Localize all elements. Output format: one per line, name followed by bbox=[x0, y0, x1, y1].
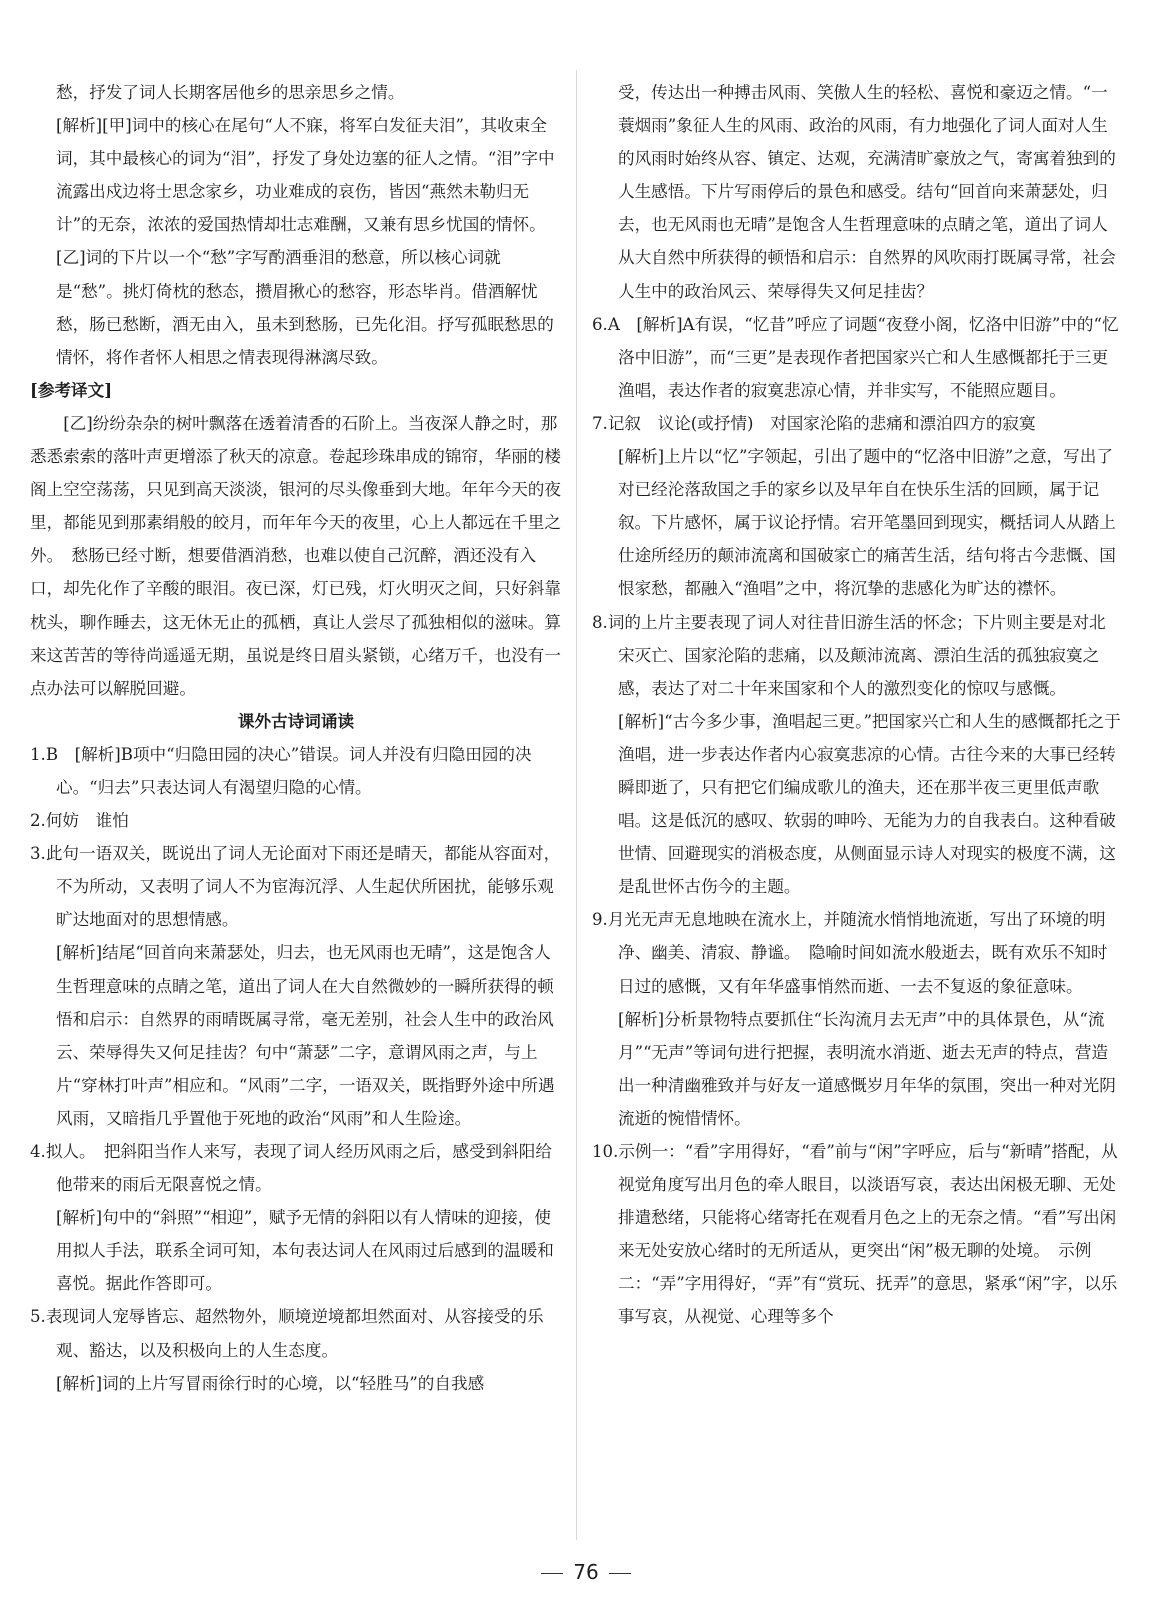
paragraph: [解析]词的上片写冒雨徐行时的心境，以“轻胜马”的自我感 bbox=[56, 1373, 485, 1393]
paragraph: 愁，抒发了词人长期客居他乡的思亲思乡之情。 bbox=[56, 83, 405, 102]
paragraph: 10.示例一：“看”字用得好，“看”前与“闲”字呼应，后与“新晴”搭配，从视觉角度写出月色的牵人眼目，以淡语写哀，表达出闲极无聊、无处排遣愁绪，只能将心绪寄托在观看月色之上的无奈之情。“看”写出闲来无处安放心绪时的无所适从，更突出“闲”极无聊的处境。 示例二：“弄”字用得好，“弄”有“赏玩、抚弄”的意思，紧承“闲”字，以乐事写哀，从视觉、心理等多个 bbox=[592, 1142, 1118, 1327]
paragraph: 8.词的上片主要表现了词人对往昔旧游生活的怀念；下片则主要是对北宋灭亡、国家沦陷的悲痛，以及颠沛流离、漂泊生活的孤独寂寞之感，表达了对二十年来国家和个人的激烈变化的惊叹与感慨。 bbox=[592, 612, 1106, 698]
paragraph: [解析]分析景物特点要抓住“长沟流月去无声”中的具体景色，从“流月”“无声”等词句进行把握，表明流水消逝、逝去无声的特点，营造出一种清幽雅致并与好友一道感慨岁月年华的氛围，突出一种对光阴流逝的惋惜情怀。 bbox=[618, 1009, 1116, 1128]
paragraph: 课外古诗词诵读 bbox=[237, 710, 355, 731]
dash-left bbox=[541, 1573, 563, 1574]
paragraph: 2.何妨 谁怕 bbox=[30, 811, 129, 831]
paragraph: [解析]上片以“忆”字领起，引出了题中的“忆洛中旧游”之意，写出了对已经沦落敌国之手的家乡以及早年自在快乐生活的回顾，属于记叙。下片感怀，属于议论抒情。宕开笔墨回到现实，概括词人从踏上仕途所经历的颠沛流离和国破家亡的痛苦生活，结句将古今悲慨、国恨家愁，都融入“渔唱”之中，将沉挚的悲感化为旷达的襟怀。 bbox=[618, 447, 1116, 599]
paragraph: 5.表现词人宠辱皆忘、超然物外，顺境逆境都坦然面对、从容接受的乐观、豁达，以及积极向上的人生态度。 bbox=[30, 1307, 544, 1360]
paragraph: [解析][甲]词中的核心在尾句“人不寐，将军白发征夫泪”，其收束全词，其中最核心的词为“泪”，抒发了身处边塞的征人之情。“泪”字中流露出戍边将士思念家乡，功业难成的哀伤，皆因“燕然未勒归无计”的无奈，浓浓的爱国热情却壮志难酬，又兼有思乡忧国的情怀。[乙]词的下片以一个“愁”字写酌酒垂泪的愁意，所以核心词就是“愁”。挑灯倚枕的愁态，攒眉揪心的愁容，形态毕肖。借酒解忧愁，肠已愁断，酒无由入，虽未到愁肠，已先化泪。抒写孤眠愁思的情怀，将作者怀人相思之情表现得淋漓尽致。 bbox=[56, 116, 555, 367]
right-column bbox=[592, 76, 1122, 1334]
paragraph: 6.A [解析]A有误，“忆昔”呼应了词题“夜登小阁，忆洛中旧游”中的“忆洛中旧游”，而“三更”是表现作者把国家兴亡和人生感慨都托于三更渔唱，表达作者的寂寞悲凉心情，并非实写，不能照应题目。 bbox=[592, 314, 1119, 400]
paragraph: [解析]“古今多少事，渔唱起三更。”把国家兴亡和人生的感慨都托之于渔唱，进一步表达作者内心寂寞悲凉的心情。古往今来的大事已经转瞬即逝了，只有把它们编成歌儿的渔夫，还在那半夜三更里低声歌唱。这是低沉的感叹、软弱的呻吟、无能为力的自我表白。这种看破世情、回避现实的消极态度，从侧面显示诗人对现实的极度不满，这是乱世怀古伤今的主题。 bbox=[618, 711, 1121, 897]
dash-right bbox=[609, 1573, 631, 1574]
paragraph: 7.记叙 议论(或抒情) 对国家沦陷的悲痛和漂泊四方的寂寞 bbox=[592, 413, 1036, 433]
page-footer bbox=[0, 1560, 1172, 1584]
paragraph: [乙]纷纷杂杂的树叶飘落在透着清香的石阶上。当夜深人静之时，那悉悉索索的落叶声更增添了秋天的凉意。卷起珍珠串成的锦帘，华丽的楼阁上空空荡荡，只见到高天淡淡，银河的尽头像垂到大地。年年今天的夜里，都能见到那素绢般的皎月，而年年今天的夜里，心上人都远在千里之外。 愁肠已经寸断，想要借酒消愁，也难以使自己沉醉，酒还没有入口，却先化作了辛酸的眼泪。夜已深，灯已残，灯火明灭之间，只好斜靠枕头，聊作睡去，这无休无止的孤栖，真让人尝尽了孤独相似的滋味。算来这苦苦的等待尚遥遥无期，虽说是终日眉头紧锁，心绪万千，也没有一点办法可以解脱回避。 bbox=[30, 413, 561, 698]
paragraph: 1.B [解析]B项中“归隐田园的决心”错误。词人并没有归隐田园的决心。“归去”只表达词人有渴望归隐的心情。 bbox=[30, 744, 532, 797]
column-divider bbox=[576, 70, 577, 1540]
left-column bbox=[30, 76, 562, 1400]
paragraph: 4.拟人。 把斜阳当作人来写，表现了词人经历风雨之后，感受到斜阳给他带来的雨后无限喜悦之情。 bbox=[30, 1142, 552, 1195]
page-number: 76 bbox=[573, 1560, 599, 1584]
paragraph: [解析]结尾“回首向来萧瑟处，归去，也无风雨也无晴”，这是饱含人生哲理意味的点睛之笔，道出了词人在大自然微妙的一瞬所获得的顿悟和启示：自然界的雨晴既属寻常，毫无差别，社会人生中的政治风云、荣辱得失又何足挂齿？句中“萧瑟”二字，意谓风雨之声，与上片“穿林打叶声”相应和。“风雨”二字，一语双关，既指野外途中所遇风雨，又暗指几乎置他于死地的政治“风雨”和人生险途。 bbox=[56, 943, 555, 1128]
paragraph: 受，传达出一种搏击风雨、笑傲人生的轻松、喜悦和豪迈之情。“一蓑烟雨”象征人生的风雨、政治的风雨，有力地强化了词人面对人生的风雨时始终从容、镇定、达观，充满清旷豪放之气，寄寓着独到的人生感悟。下片写雨停后的景色和感受。结句“回首向来萧瑟处，归去，也无风雨也无晴”是饱含人生哲理意味的点睛之笔，道出了词人从大自然中所获得的顿悟和启示：自然界的风吹雨打既属寻常，社会人生中的政治风云、荣辱得失又何足挂齿？ bbox=[618, 83, 1116, 301]
paragraph: [参考译文] bbox=[30, 379, 113, 400]
paragraph: 3.此句一语双关，既说出了词人无论面对下雨还是晴天，都能从容面对，不为所动，又表明了词人不为宦海沉浮、人生起伏所困扰，能够乐观旷达地面对的思想情感。 bbox=[30, 844, 561, 930]
paragraph: [解析]句中的“斜照”“相迎”，赋予无情的斜阳以有人情味的迎接，使用拟人手法，联系全词可知，本句表达词人在风雨过后感到的温暖和喜悦。据此作答即可。 bbox=[56, 1208, 554, 1294]
paragraph: 9.月光无声无息地映在流水上，并随流水悄悄地流逝，写出了环境的明净、幽美、清寂、静谧。 隐喻时间如流水般逝去，既有欢乐不知时日过的感慨，又有年华盛事悄然而逝、一去不复返的象征意味。 bbox=[592, 910, 1108, 996]
